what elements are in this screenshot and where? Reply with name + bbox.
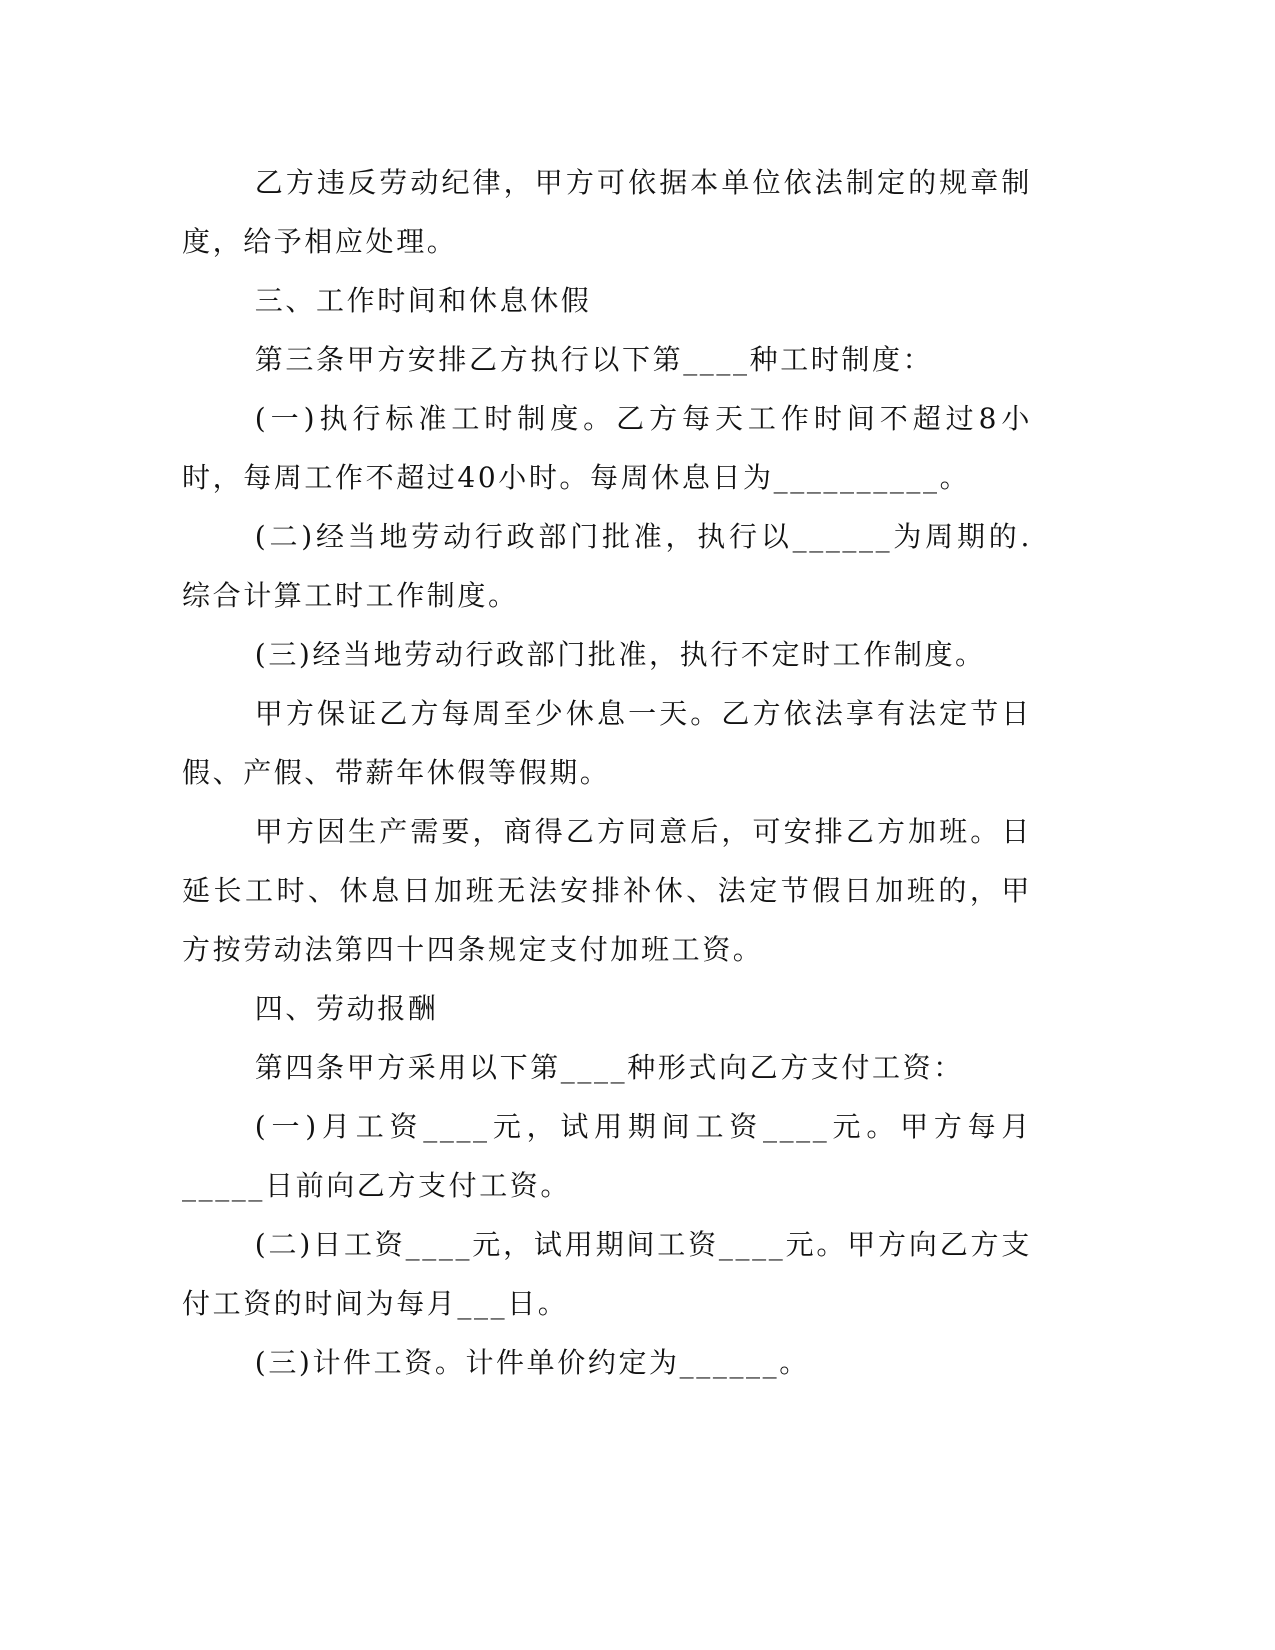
paragraph-discipline: 乙方违反劳动纪律，甲方可依据本单位依法制定的规章制度，给予相应处理。 — [182, 166, 1032, 258]
paragraph-overtime: 甲方因生产需要，商得乙方同意后，可安排乙方加班。日延长工时、休息日加班无法安排补休、法定节假日加班的，甲方按劳动法第四十四条规定支付加班工资。 — [182, 815, 1032, 966]
paragraph-monthly-wage: (一)月工资____元，试用期间工资____元。甲方每月_____日前向乙方支付工资。 — [182, 1110, 1032, 1202]
document-body — [182, 153, 1032, 1392]
paragraph-rest-days: 甲方保证乙方每周至少休息一天。乙方依法享有法定节日假、产假、带薪年休假等假期。 — [182, 697, 1032, 789]
paragraph-standard-hours: (一)执行标准工时制度。乙方每天工作时间不超过8小时，每周工作不超过40小时。每周休息日为__________。 — [182, 402, 1032, 494]
section-heading-working-hours: 三、工作时间和休息休假 — [254, 284, 592, 317]
section-heading-remuneration: 四、劳动报酬 — [254, 992, 439, 1025]
paragraph-article-3: 第三条甲方安排乙方执行以下第____种工时制度： — [254, 343, 934, 376]
paragraph-daily-wage: (二)日工资____元，试用期间工资____元。甲方向乙方支付工资的时间为每月___日。 — [182, 1228, 1032, 1320]
paragraph-piece-wage: (三)计件工资。计件单价约定为______。 — [254, 1346, 810, 1379]
paragraph-flexible-hours: (三)经当地劳动行政部门批准，执行不定时工作制度。 — [254, 638, 986, 671]
paragraph-comprehensive-hours: (二)经当地劳动行政部门批准，执行以______为周期的.综合计算工时工作制度。 — [182, 520, 1032, 612]
paragraph-article-4: 第四条甲方采用以下第____种形式向乙方支付工资： — [254, 1051, 964, 1084]
